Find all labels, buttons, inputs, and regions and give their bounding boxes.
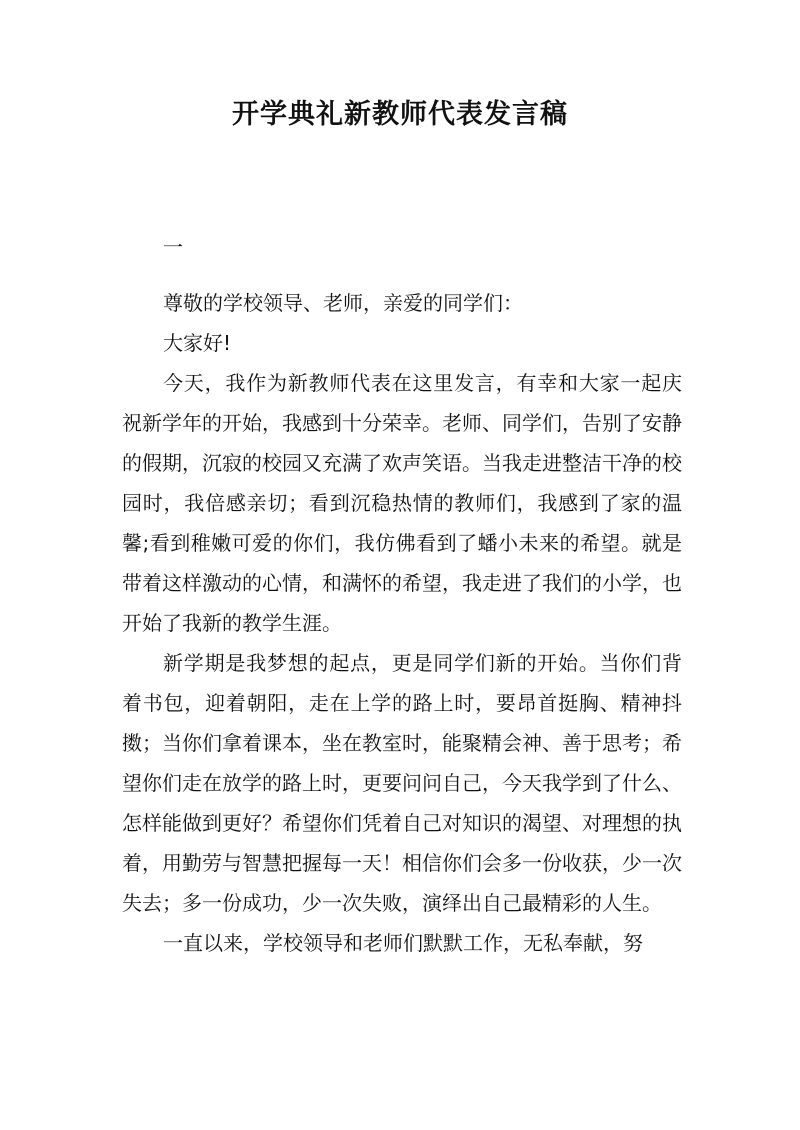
body-paragraph: 新学期是我梦想的起点，更是同学们新的开始。当你们背着书包，迎着朝阳，走在上学的路上时，要昂首挺胸、精神抖擞；当你们拿着课本，坐在教室时，能聚精会神、善于思考；希望你们走在放学的路上时，更要问问自己，今天我学到了什么、怎样能做到更好？希望你们凭着自己对知识的渴望、对理想的执着，用勤劳与智慧把握每一天！相信你们会多一份收获，少一次失去；多一份成功，少一次失败，演绎出自己最精彩的人生。 [122, 651, 682, 915]
section-number: 一 [163, 235, 183, 259]
document-title: 开学典礼新教师代表发言稿 [232, 99, 568, 130]
salutation-paragraph: 尊敬的学校领导、老师，亲爱的同学们： [163, 291, 523, 315]
body-paragraph: 今天，我作为新教师代表在这里发言，有幸和大家一起庆祝新学年的开始，我感到十分荣幸。老师、同学们，告别了安静的假期，沉寂的校园又充满了欢声笑语。当我走进整洁干净的校园时，我倍感亲切；看到沉稳热情的教师们，我感到了家的温馨;看到稚嫩可爱的你们，我仿佛看到了蟠小未来的希望。就是带着这样激动的心情，和满怀的希望，我走进了我们的小学，也开始了我新的教学生涯。 [122, 371, 682, 635]
body-paragraph: 一直以来，学校领导和老师们默默工作，无私奉献，努 [163, 931, 643, 955]
document-body [122, 283, 682, 963]
greeting-paragraph: 大家好! [163, 331, 232, 355]
